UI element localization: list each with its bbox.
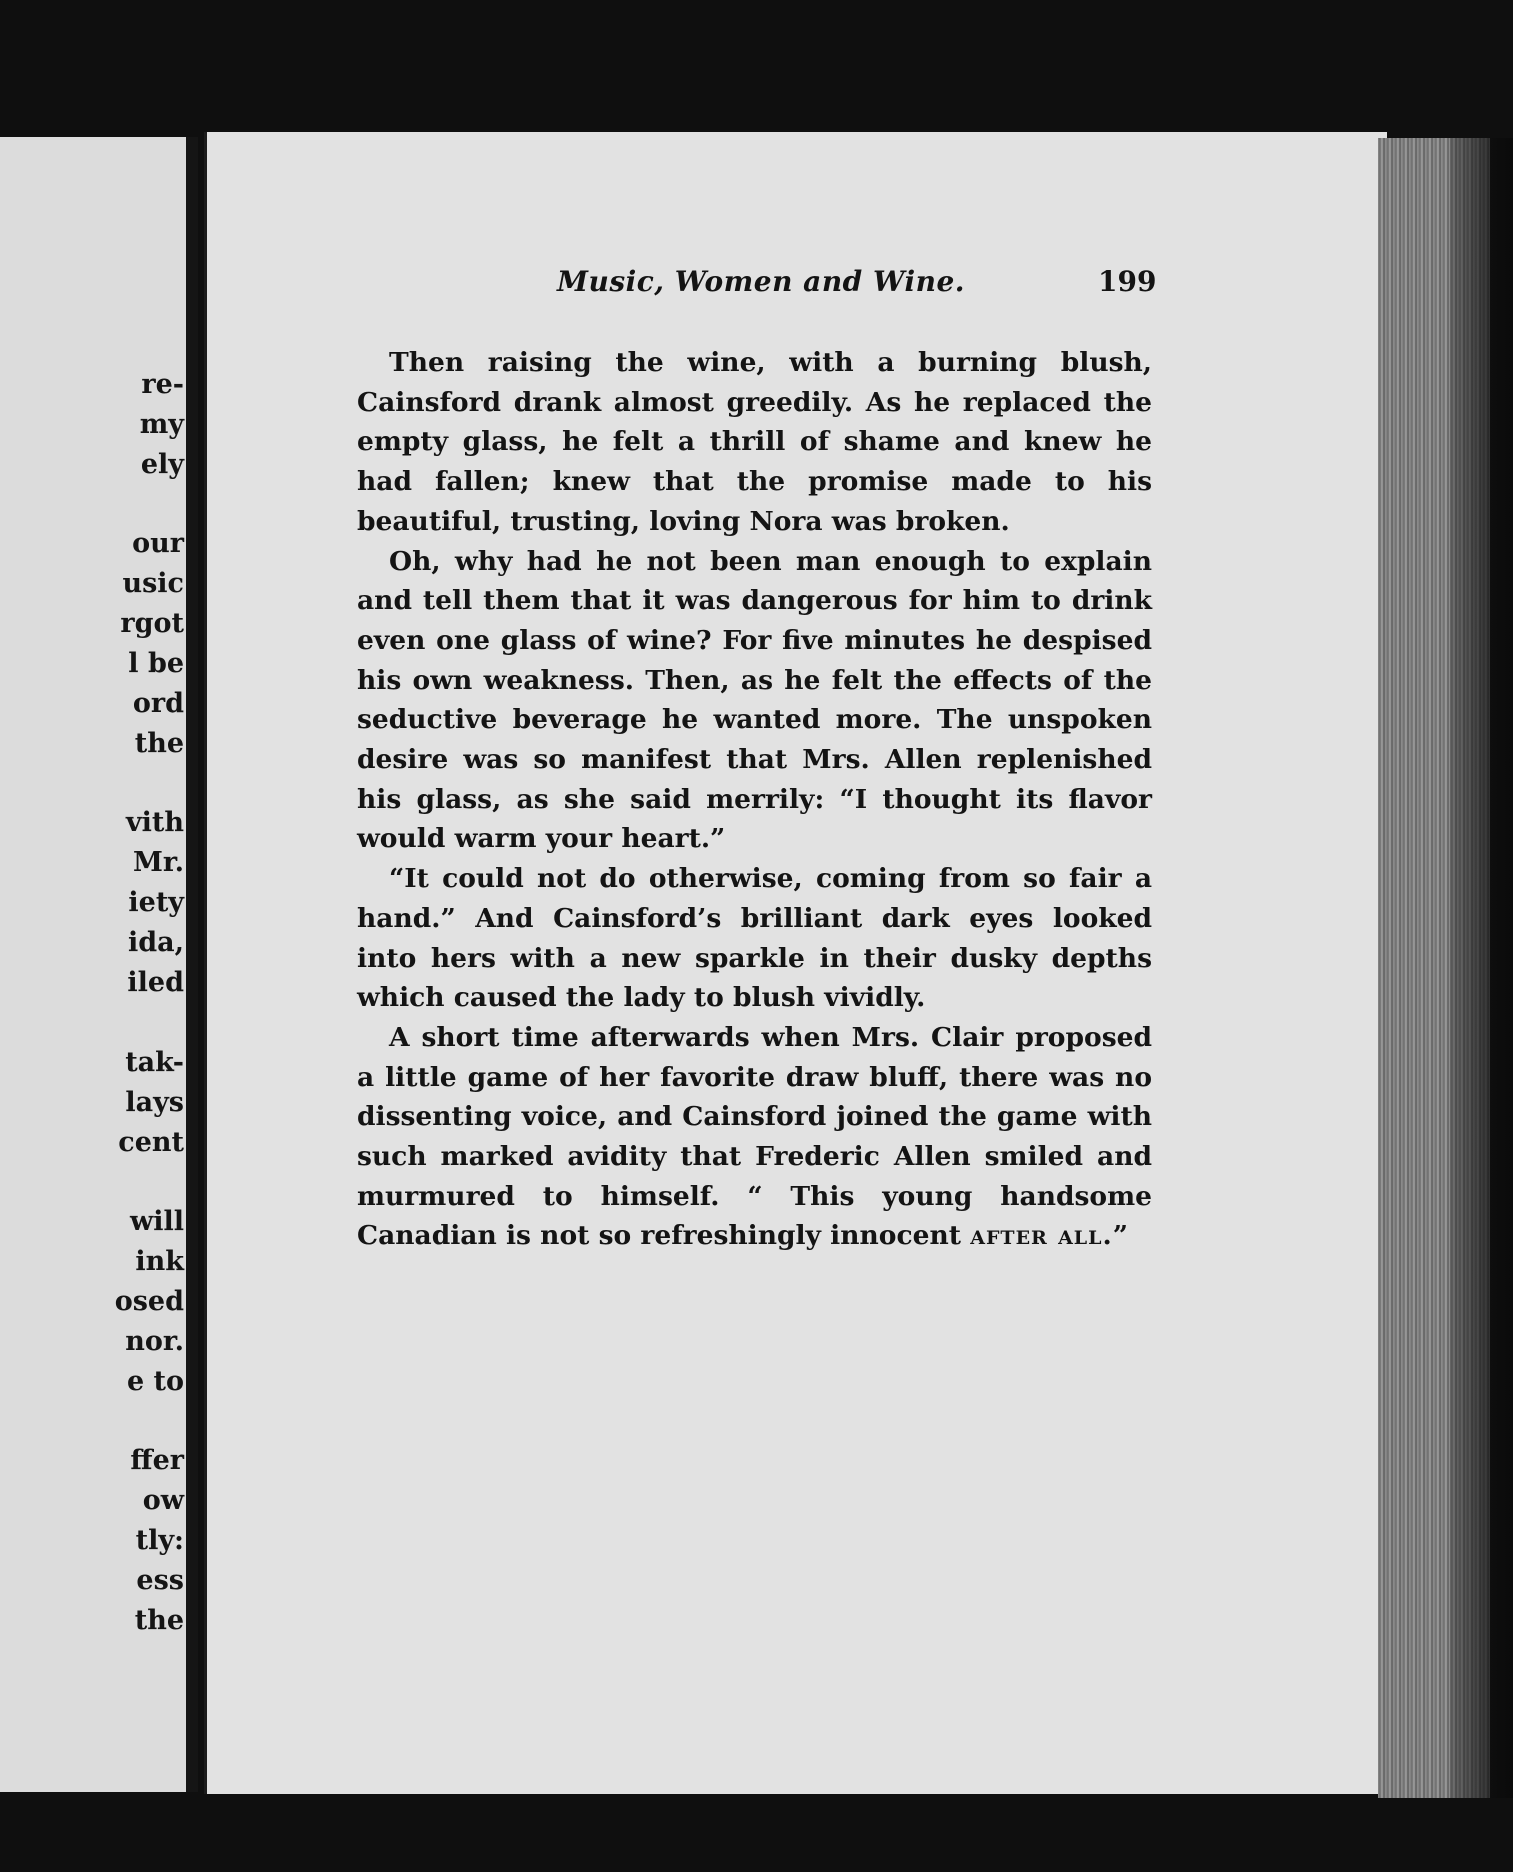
book-gutter <box>186 137 198 1792</box>
left-page-line: my <box>139 409 184 440</box>
left-page-line: e to <box>126 1366 184 1397</box>
left-page-line: osed <box>114 1286 184 1317</box>
closing-quote: ” <box>1112 1220 1129 1252</box>
left-page-line: ink <box>135 1246 184 1277</box>
left-page-line: tly: <box>135 1525 184 1556</box>
paragraph: “It could not do otherwise, coming from so fair a hand.” And Cainsford’s brilliant dark eyes looked into hers with a new sparkle in their dusky depths which caused the lady to blush vividly. <box>357 863 1152 1014</box>
left-page-line: ow <box>142 1485 184 1516</box>
left-page-line: our <box>132 528 184 559</box>
left-page-line: rgot <box>120 608 184 639</box>
left-page-line: ord <box>132 688 184 719</box>
left-page-line: the <box>134 1605 184 1636</box>
page-number: 199 <box>1098 265 1157 298</box>
left-page-line: iety <box>128 887 184 918</box>
left-page-line: tak- <box>125 1047 184 1078</box>
paragraph: Then raising the wine, with a burning blush, Cainsford drank almost greedily. As he replaced the empty glass, he felt a thrill of shame and knew he had fallen; knew that the promise made to his beautiful, trusting, loving Nora was broken. <box>357 347 1152 537</box>
left-page-line: iled <box>127 967 184 998</box>
left-page-line: ffer <box>130 1445 184 1476</box>
paragraph-last-text: A short time afterwards when Mrs. Clair proposed a little game of her favorite draw bluff, there was no dissenting voice, and Cainsford joined the game with such marked avidity that Frederic Allen smiled and murmured to himself. “ This young handsome Canadian is not so refreshingly innocent <box>357 1021 1152 1252</box>
left-page-line: l be <box>128 648 184 679</box>
left-page-line: cent <box>118 1127 184 1158</box>
paragraph: Oh, why had he not been man enough to explain and tell them that it was dangerous for him to drink even one glass of wine? For five minutes he despised his own weakness. Then, as he felt the effects of the seductive beverage he wanted more. The unspoken desire was so manifest that Mrs. Allen replenished his glass, as she said merrily: “I thought its flavor would warm your heart.” <box>357 545 1152 855</box>
paragraph-last <box>357 1018 1152 1256</box>
left-page-line: the <box>134 728 184 759</box>
left-page-line: Mr. <box>132 847 184 878</box>
left-page-line: ely <box>140 449 184 480</box>
left-page-line: lays <box>125 1087 184 1118</box>
small-caps-phrase: after all. <box>970 1220 1113 1252</box>
left-page-line: vith <box>125 807 184 838</box>
page-edges-shadow <box>1450 138 1513 1798</box>
left-page-line: ida, <box>127 927 184 958</box>
left-page-line: re- <box>141 369 184 400</box>
left-page-line: will <box>129 1206 184 1237</box>
running-head: Music, Women and Wine. <box>557 265 966 298</box>
left-page <box>0 137 192 1792</box>
page-body <box>357 343 1152 1256</box>
left-page-line: nor. <box>125 1326 184 1357</box>
left-page-line: ess <box>136 1565 184 1596</box>
left-page-line: usic <box>122 568 184 599</box>
